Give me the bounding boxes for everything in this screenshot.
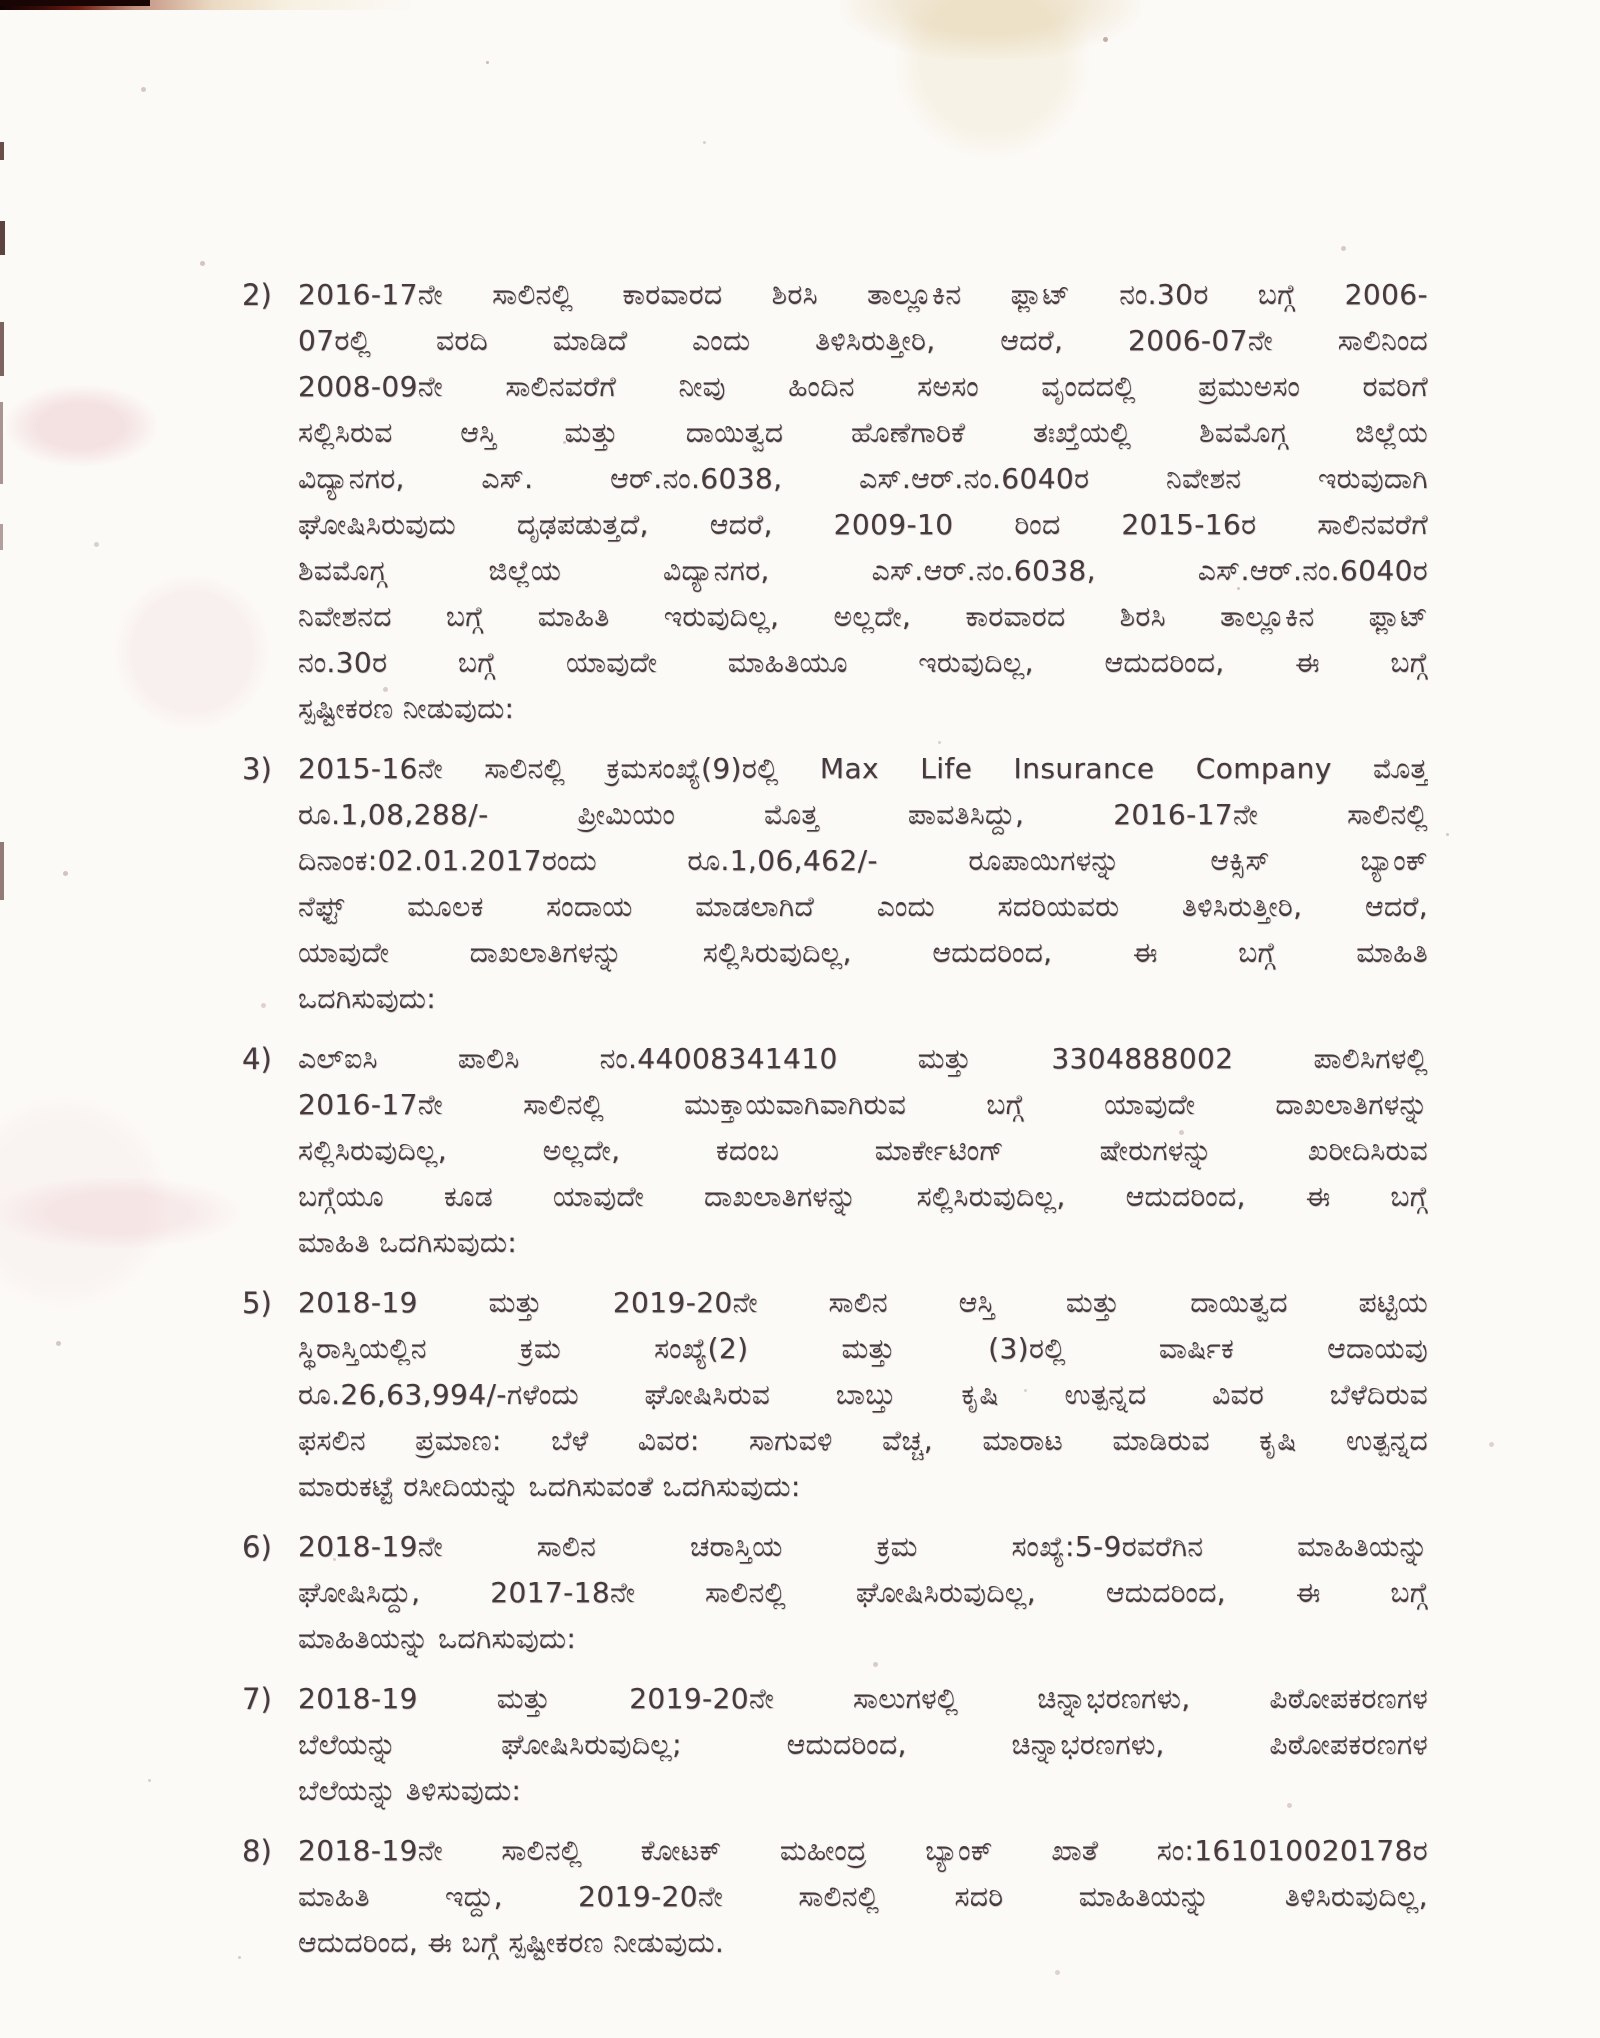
text-line: ಒದಗಿಸುವುದು: xyxy=(298,982,437,1015)
text-line: ಸಲ್ಲಿಸಿರುವ ಆಸ್ತಿ ಮತ್ತು ದಾಯಿತ್ವದ ಹೊಣೆಗಾರಿಕೆ ತಃಖ್ತೆಯಲ್ಲಿ ಶಿವಮೊಗ್ಗ ಜಿಲ್ಲೆಯ xyxy=(298,416,1428,449)
text-line: ಯಾವುದೇ ದಾಖಲಾತಿಗಳನ್ನು ಸಲ್ಲಿಸಿರುವುದಿಲ್ಲ, ಆದುದರಿಂದ, ಈ ಬಗ್ಗೆ ಮಾಹಿತಿ xyxy=(298,936,1428,969)
text-line: ಸ್ಥಿರಾಸ್ತಿಯಲ್ಲಿನ ಕ್ರಮ ಸಂಖ್ಯೆ(2) ಮತ್ತು (3)ರಲ್ಲಿ ವಾರ್ಷಿಕ ಆದಾಯವು xyxy=(298,1332,1428,1365)
text-line: ಮಾಹಿತಿ ಇದ್ದು, 2019-20ನೇ ಸಾಲಿನಲ್ಲಿ ಸದರಿ ಮಾಹಿತಿಯನ್ನು ತಿಳಿಸಿರುವುದಿಲ್ಲ, xyxy=(298,1880,1428,1913)
text-line: ಮಾರುಕಟ್ಟೆ ರಸೀದಿಯನ್ನು ಒದಗಿಸುವಂತೆ ಒದಗಿಸುವುದು: xyxy=(298,1470,801,1503)
text-line: ಸ್ಪಷ್ಟೀಕರಣ ನೀಡುವುದು: xyxy=(298,692,515,725)
list-item xyxy=(242,1676,1428,1814)
text-line: 2018-19ನೇ ಸಾಲಿನ ಚರಾಸ್ತಿಯ ಕ್ರಮ ಸಂಖ್ಯೆ:5-9ರವರೆಗಿನ ಮಾಹಿತಿಯನ್ನು xyxy=(298,1530,1428,1563)
scan-artifact-left-mark xyxy=(0,142,4,160)
text-line: ರೂ.26,63,994/-ಗಳೆಂದು ಘೋಷಿಸಿರುವ ಬಾಬ್ತು ಕೃಷಿ ಉತ್ಪನ್ನದ ವಿವರ ಬೆಳೆದಿರುವ xyxy=(298,1378,1428,1411)
text-line: 2016-17ನೇ ಸಾಲಿನಲ್ಲಿ ಕಾರವಾರದ ಶಿರಸಿ ತಾಲ್ಲೂಕಿನ ಫ್ಲಾಟ್ ನಂ.30ರ ಬಗ್ಗೆ 2006- xyxy=(298,278,1428,311)
text-line: ನೆಫ್ಟ್ ಮೂಲಕ ಸಂದಾಯ ಮಾಡಲಾಗಿದೆ ಎಂದು ಸದರಿಯವರು ತಿಳಿಸಿರುತ್ತೀರಿ, ಆದರೆ, xyxy=(298,890,1428,923)
item-text xyxy=(298,1828,1428,1966)
item-text xyxy=(298,1280,1428,1510)
item-number: 2) xyxy=(242,278,272,312)
text-line: 07ರಲ್ಲಿ ವರದಿ ಮಾಡಿದೆ ಎಂದು ತಿಳಿಸಿರುತ್ತೀರಿ, ಆದರೆ, 2006-07ನೇ ಸಾಲಿನಿಂದ xyxy=(298,324,1428,357)
text-line: 2018-19 ಮತ್ತು 2019-20ನೇ ಸಾಲುಗಳಲ್ಲಿ ಚಿನ್ನಾಭರಣಗಳು, ಪಿಠೋಪಕರಣಗಳ xyxy=(298,1682,1428,1715)
item-text xyxy=(298,746,1428,1022)
scan-artifact-pink-smudge xyxy=(0,1178,240,1248)
text-line: ಎಲ್ಐಸಿ ಪಾಲಿಸಿ ನಂ.44008341410 ಮತ್ತು 3304888002 ಪಾಲಿಸಿಗಳಲ್ಲಿ xyxy=(298,1042,1428,1075)
document-list xyxy=(242,272,1428,1980)
text-line: ದಿನಾಂಕ:02.01.2017ರಂದು ರೂ.1,06,462/- ರೂಪಾಯಿಗಳನ್ನು ಆಕ್ಸಿಸ್ ಬ್ಯಾಂಕ್ xyxy=(298,844,1428,877)
text-line: ಶಿವಮೊಗ್ಗ ಜಿಲ್ಲೆಯ ವಿದ್ಯಾನಗರ, ಎಸ್.ಆರ್.ನಂ.6038, ಎಸ್.ಆರ್.ನಂ.6040ರ xyxy=(298,554,1428,587)
list-item xyxy=(242,1524,1428,1662)
text-line: 2018-19 ಮತ್ತು 2019-20ನೇ ಸಾಲಿನ ಆಸ್ತಿ ಮತ್ತು ದಾಯಿತ್ವದ ಪಟ್ಟಿಯ xyxy=(298,1286,1428,1319)
text-line: ರೂ.1,08,288/- ಪ್ರೀಮಿಯಂ ಮೊತ್ತ ಪಾವತಿಸಿದ್ದು, 2016-17ನೇ ಸಾಲಿನಲ್ಲಿ xyxy=(298,798,1428,831)
scan-artifact-left-mark xyxy=(0,524,3,550)
text-line: 2015-16ನೇ ಸಾಲಿನಲ್ಲಿ ಕ್ರಮಸಂಖ್ಯೆ(9)ರಲ್ಲಿ Max Life Insurance Company ಮೊತ್ತ xyxy=(298,752,1428,785)
scan-artifact-left-mark xyxy=(0,842,4,900)
text-line: ವಿದ್ಯಾನಗರ, ಎಸ್. ಆರ್.ನಂ.6038, ಎಸ್.ಆರ್.ನಂ.6040ರ ನಿವೇಶನ ಇರುವುದಾಗಿ xyxy=(298,462,1428,495)
text-line: ಘೋಷಿಸಿರುವುದು ದೃಢಪಡುತ್ತದೆ, ಆದರೆ, 2009-10 ರಿಂದ 2015-16ರ ಸಾಲಿನವರೆಗೆ xyxy=(298,508,1428,541)
text-line: ಬಗ್ಗೆಯೂ ಕೂಡ ಯಾವುದೇ ದಾಖಲಾತಿಗಳನ್ನು ಸಲ್ಲಿಸಿರುವುದಿಲ್ಲ, ಆದುದರಿಂದ, ಈ ಬಗ್ಗೆ xyxy=(298,1180,1428,1213)
text-line: ಆದುದರಿಂದ, ಈ ಬಗ್ಗೆ ಸ್ಪಷ್ಟೀಕರಣ ನೀಡುವುದು. xyxy=(298,1926,725,1959)
text-line: 2018-19ನೇ ಸಾಲಿನಲ್ಲಿ ಕೋಟಕ್ ಮಹೀಂದ್ರ ಬ್ಯಾಂಕ್ ಖಾತೆ ಸಂ:161010020178ರ xyxy=(298,1834,1428,1867)
text-line: 2016-17ನೇ ಸಾಲಿನಲ್ಲಿ ಮುಕ್ತಾಯವಾಗಿವಾಗಿರುವ ಬಗ್ಗೆ ಯಾವುದೇ ದಾಖಲಾತಿಗಳನ್ನು xyxy=(298,1088,1428,1121)
scan-artifact-left-mark xyxy=(0,402,3,484)
text-line: ಬೆಲೆಯನ್ನು ತಿಳಿಸುವುದು: xyxy=(298,1774,522,1807)
text-line: ಮಾಹಿತಿಯನ್ನು ಒದಗಿಸುವುದು: xyxy=(298,1622,577,1655)
text-line: ಮಾಹಿತಿ ಒದಗಿಸುವುದು: xyxy=(298,1226,518,1259)
item-number: 8) xyxy=(242,1834,272,1868)
text-line: ನಂ.30ರ ಬಗ್ಗೆ ಯಾವುದೇ ಮಾಹಿತಿಯೂ ಇರುವುದಿಲ್ಲ, ಆದುದರಿಂದ, ಈ ಬಗ್ಗೆ xyxy=(298,646,1428,679)
text-line: ಬೆಲೆಯನ್ನು ಘೋಷಿಸಿರುವುದಿಲ್ಲ; ಆದುದರಿಂದ, ಚಿನ್ನಾಭರಣಗಳು, ಪಿಠೋಪಕರಣಗಳ xyxy=(298,1728,1428,1761)
list-item xyxy=(242,1280,1428,1510)
item-text xyxy=(298,1676,1428,1814)
item-number: 6) xyxy=(242,1530,272,1564)
scan-artifact-left-mark xyxy=(0,221,5,255)
text-line: ಸಲ್ಲಿಸಿರುವುದಿಲ್ಲ, ಅಲ್ಲದೇ, ಕದಂಬ ಮಾರ್ಕೇಟಿಂಗ್ ಷೇರುಗಳನ್ನು ಖರೀದಿಸಿರುವ xyxy=(298,1134,1428,1167)
list-item xyxy=(242,746,1428,1022)
scan-artifact-left-mark xyxy=(0,322,4,376)
scan-artifact-pink-smudge xyxy=(6,386,156,466)
text-line: ಘೋಷಿಸಿದ್ದು, 2017-18ನೇ ಸಾಲಿನಲ್ಲಿ ಘೋಷಿಸಿರುವುದಿಲ್ಲ, ಆದುದರಿಂದ, ಈ ಬಗ್ಗೆ xyxy=(298,1576,1428,1609)
item-text xyxy=(298,272,1428,732)
item-text xyxy=(298,1524,1428,1662)
scan-artifact-top-left-corner xyxy=(0,0,150,6)
item-number: 5) xyxy=(242,1286,272,1320)
scan-artifact-top-smudge xyxy=(840,0,1140,60)
text-line: 2008-09ನೇ ಸಾಲಿನವರೆಗೆ ನೀವು ಹಿಂದಿನ ಸಅಸಂ ವೃಂದದಲ್ಲಿ ಪ್ರಮುಅಸಂ ರವರಿಗೆ xyxy=(298,370,1428,403)
item-text xyxy=(298,1036,1428,1266)
text-line: ಫಸಲಿನ ಪ್ರಮಾಣ: ಬೆಳೆ ವಿವರ: ಸಾಗುವಳಿ ವೆಚ್ಚ, ಮಾರಾಟ ಮಾಡಿರುವ ಕೃಷಿ ಉತ್ಪನ್ನದ xyxy=(298,1424,1428,1457)
item-number: 4) xyxy=(242,1042,272,1076)
list-item xyxy=(242,1828,1428,1966)
list-item xyxy=(242,272,1428,732)
text-line: ನಿವೇಶನದ ಬಗ್ಗೆ ಮಾಹಿತಿ ಇರುವುದಿಲ್ಲ, ಅಲ್ಲದೇ, ಕಾರವಾರದ ಶಿರಸಿ ತಾಲ್ಲೂಕಿನ ಫ್ಲಾಟ್ xyxy=(298,600,1428,633)
item-number: 3) xyxy=(242,752,272,786)
item-number: 7) xyxy=(242,1682,272,1716)
list-item xyxy=(242,1036,1428,1266)
